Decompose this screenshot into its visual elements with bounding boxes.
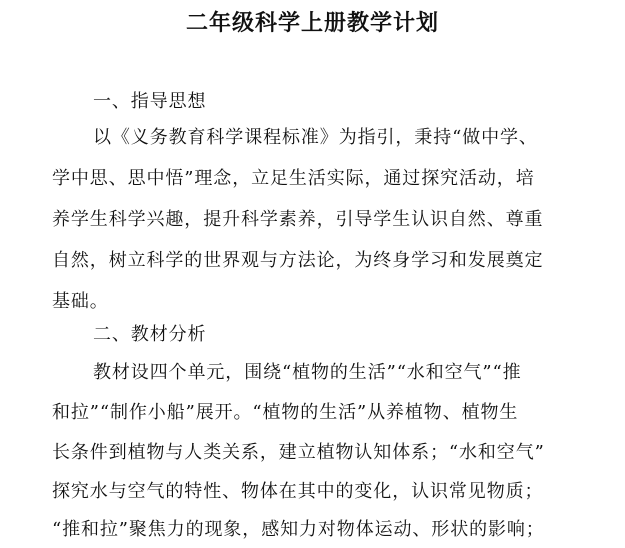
paragraph-line: 长条件到植物与人类关系，建立植物认知体系；“水和空气”	[52, 442, 545, 463]
document-title: 二年级科学上册教学计划	[185, 11, 439, 36]
paragraph-line: 和拉”“制作小船”展开。“植物的生活”从养植物、植物生	[52, 402, 519, 423]
paragraph-line: 教材设四个单元，围绕“植物的生活”“水和空气”“推	[93, 362, 522, 383]
paragraph-line: 自然，树立科学的世界观与方法论，为终身学习和发展奠定	[52, 250, 544, 271]
section-heading-textbook-analysis: 二、教材分析	[93, 324, 207, 345]
paragraph-line: 学中思、思中悟”理念，立足生活实际，通过探究活动，培	[52, 168, 535, 189]
section-heading-guiding-ideology: 一、指导思想	[93, 91, 207, 112]
paragraph-line: 基础。	[52, 291, 109, 312]
paragraph-line: 养学生科学兴趣，提升科学素养，引导学生认识自然、尊重	[52, 209, 544, 230]
paragraph-line: “推和拉”聚焦力的现象，感知力对物体运动、形状的影响；	[52, 519, 545, 540]
paragraph-line: 以《义务教育科学课程标准》为指引，秉持“做中学、	[93, 127, 538, 148]
paragraph-line: 探究水与空气的特性、物体在其中的变化，认识常见物质；	[52, 481, 544, 502]
